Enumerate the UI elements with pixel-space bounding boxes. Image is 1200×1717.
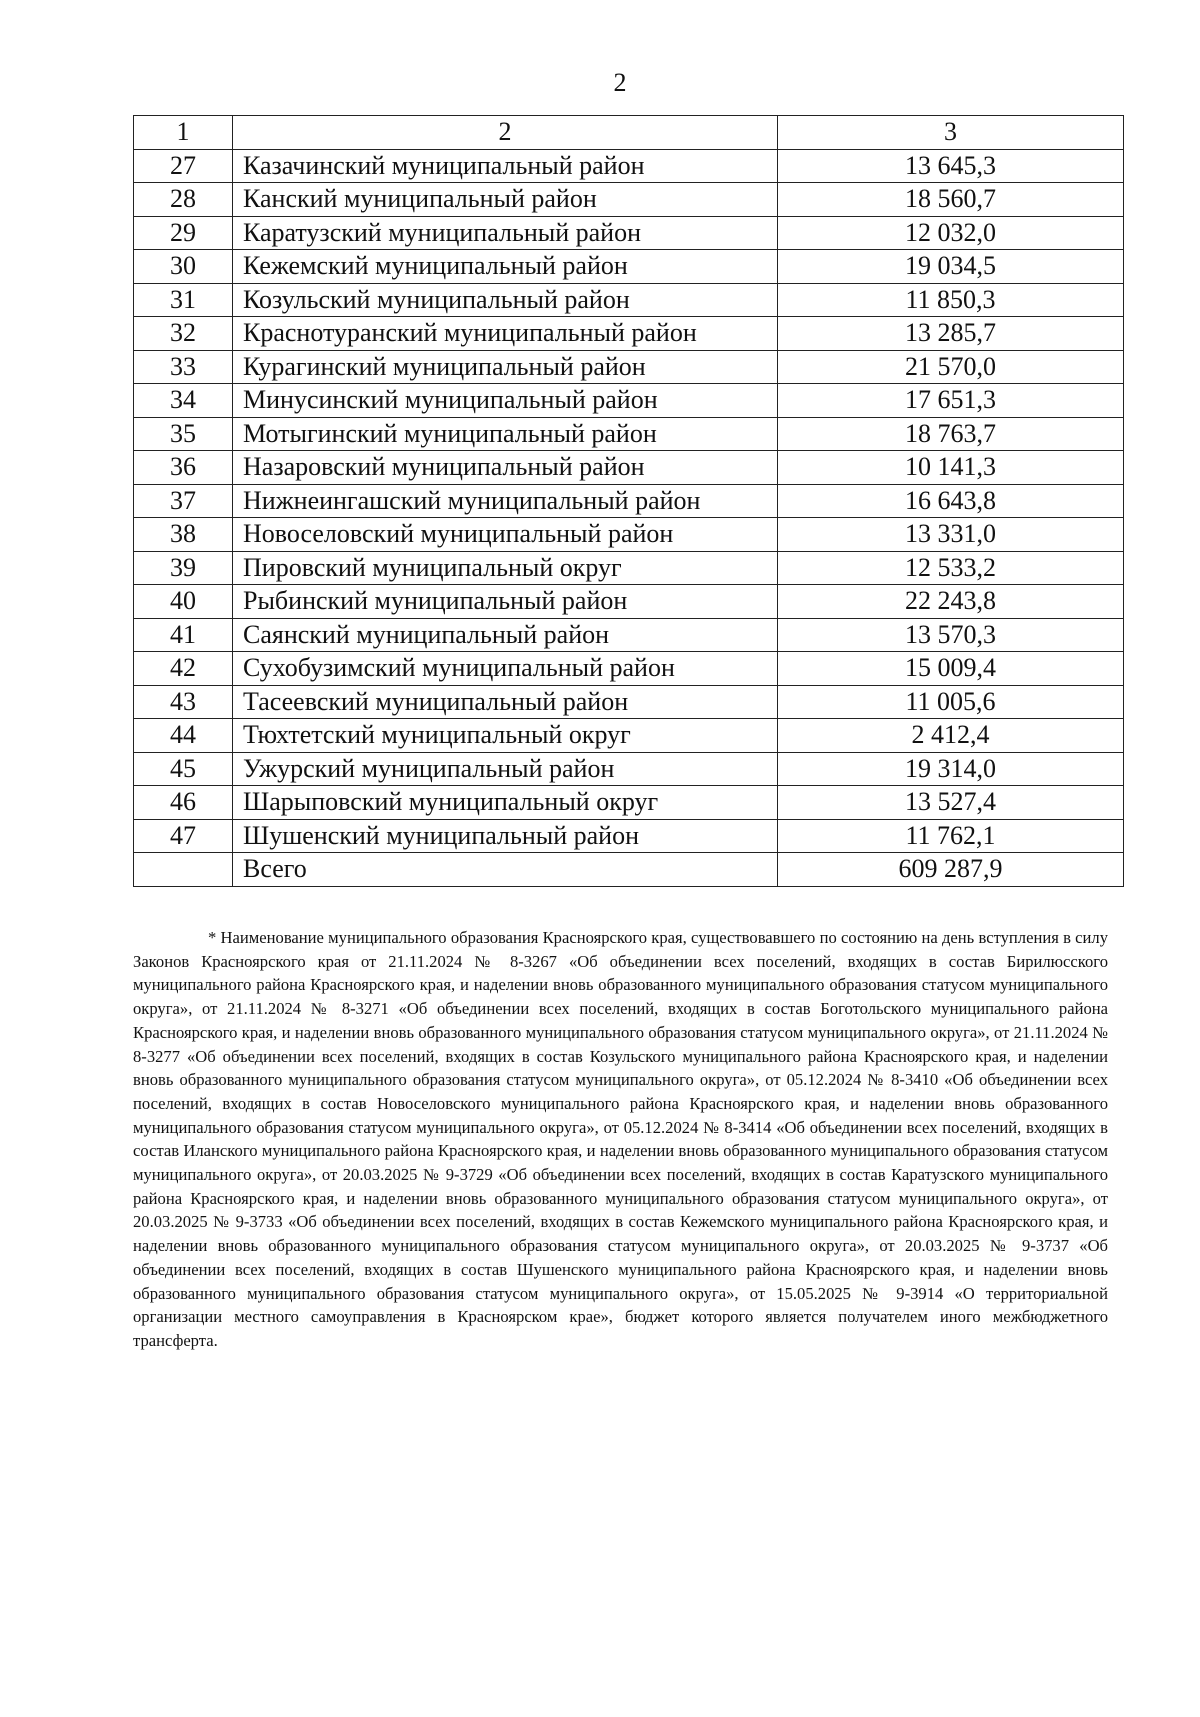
transfer-amount: 17 651,3 xyxy=(778,384,1124,418)
row-number: 32 xyxy=(134,317,233,351)
municipality-name: Каратузский муниципальный район xyxy=(233,216,778,250)
table-row xyxy=(134,350,1124,384)
row-number: 39 xyxy=(134,551,233,585)
transfer-amount: 12 533,2 xyxy=(778,551,1124,585)
row-number: 27 xyxy=(134,149,233,183)
header-col-2: 2 xyxy=(233,116,778,150)
transfer-amount: 18 560,7 xyxy=(778,183,1124,217)
row-number: 37 xyxy=(134,484,233,518)
table-row xyxy=(134,451,1124,485)
table-row xyxy=(134,652,1124,686)
municipality-name: Ужурский муниципальный район xyxy=(233,752,778,786)
row-number: 45 xyxy=(134,752,233,786)
total-amount: 609 287,9 xyxy=(778,853,1124,887)
municipality-name: Тюхтетский муниципальный округ xyxy=(233,719,778,753)
row-number: 40 xyxy=(134,585,233,619)
row-number: 41 xyxy=(134,618,233,652)
transfer-amount: 18 763,7 xyxy=(778,417,1124,451)
table-row xyxy=(134,618,1124,652)
table-row xyxy=(134,752,1124,786)
municipality-name: Курагинский муниципальный район xyxy=(233,350,778,384)
table-header-row xyxy=(134,116,1124,150)
transfer-amount: 13 570,3 xyxy=(778,618,1124,652)
transfer-amount: 13 527,4 xyxy=(778,786,1124,820)
municipality-name: Краснотуранский муниципальный район xyxy=(233,317,778,351)
row-number: 42 xyxy=(134,652,233,686)
municipality-name: Рыбинский муниципальный район xyxy=(233,585,778,619)
header-col-1: 1 xyxy=(134,116,233,150)
table-row xyxy=(134,786,1124,820)
transfer-amount: 16 643,8 xyxy=(778,484,1124,518)
municipality-name: Шушенский муниципальный район xyxy=(233,819,778,853)
table-row xyxy=(134,384,1124,418)
row-number: 33 xyxy=(134,350,233,384)
municipality-name: Назаровский муниципальный район xyxy=(233,451,778,485)
table-row xyxy=(134,685,1124,719)
table-row xyxy=(134,585,1124,619)
transfer-amount: 13 331,0 xyxy=(778,518,1124,552)
municipality-name: Мотыгинский муниципальный район xyxy=(233,417,778,451)
transfer-amount: 13 645,3 xyxy=(778,149,1124,183)
transfer-amount: 13 285,7 xyxy=(778,317,1124,351)
municipality-name: Новоселовский муниципальный район xyxy=(233,518,778,552)
municipality-name: Шарыповский муниципальный округ xyxy=(233,786,778,820)
municipality-name: Кежемский муниципальный район xyxy=(233,250,778,284)
table-row xyxy=(134,719,1124,753)
municipality-name: Саянский муниципальный район xyxy=(233,618,778,652)
transfer-amount: 22 243,8 xyxy=(778,585,1124,619)
transfer-amount: 19 034,5 xyxy=(778,250,1124,284)
row-number: 31 xyxy=(134,283,233,317)
municipality-name: Канский муниципальный район xyxy=(233,183,778,217)
municipality-name: Минусинский муниципальный район xyxy=(233,384,778,418)
total-number-cell xyxy=(134,853,233,887)
municipality-name: Казачинский муниципальный район xyxy=(233,149,778,183)
row-number: 47 xyxy=(134,819,233,853)
table-row xyxy=(134,518,1124,552)
row-number: 44 xyxy=(134,719,233,753)
transfer-amount: 21 570,0 xyxy=(778,350,1124,384)
transfer-amount: 11 762,1 xyxy=(778,819,1124,853)
transfer-amount: 19 314,0 xyxy=(778,752,1124,786)
row-number: 28 xyxy=(134,183,233,217)
table-row xyxy=(134,417,1124,451)
transfer-amount: 11 005,6 xyxy=(778,685,1124,719)
transfer-table xyxy=(133,115,1124,887)
footnote: * Наименование муниципального образования Красноярского края, существовавшего по состоянию на день вступления в силу Законов Красноярского края от 21.11.2024 № 8-3267 «Об объединении всех поселений, входящих в состав Бирилюсского муниципального района Красноярского края, и наделении вновь образованного муниципального образования статусом муниципального округа», от 21.11.2024 № 8-3271 «Об объединении всех поселений, входящих в состав Боготольского муниципального района Красноярского края, и наделении вновь образованного муниципального образования статусом муниципального округа», от 21.11.2024 № 8-3277 «Об объединении всех поселений, входящих в состав Козульского муниципального района Красноярского края, и наделении вновь образованного муниципального образования статусом муниципального округа», от 05.12.2024 № 8-3410 «Об объединении всех поселений, входящих в состав Новоселовского муниципального района Красноярского края, и наделении вновь образованного муниципального образования статусом муниципального округа», от 05.12.2024 № 8-3414 «Об объединении всех поселений, входящих в состав Иланского муниципального района Красноярского края, и наделении вновь образованного муниципального образования статусом муниципального округа», от 20.03.2025 № 9-3729 «Об объединении всех поселений, входящих в состав Каратузского муниципального района Красноярского края, и наделении вновь образованного муниципального образования статусом муниципального округа», от 20.03.2025 № 9-3733 «Об объединении всех поселений, входящих в состав Кежемского муниципального района Красноярского края, и наделении вновь образованного муниципального образования статусом муниципального округа», от 20.03.2025 № 9-3737 «Об объединении всех поселений, входящих в состав Шушенского муниципального района Красноярского края, и наделении вновь образованного муниципального образования статусом муниципального округа», от 15.05.2025 № 9-3914 «О территориальной организации местного самоуправления в Красноярском крае», бюджет которого является получателем иного межбюджетного трансферта. xyxy=(133,928,1108,1350)
total-row xyxy=(134,853,1124,887)
municipality-name: Нижнеингашский муниципальный район xyxy=(233,484,778,518)
municipality-name: Сухобузимский муниципальный район xyxy=(233,652,778,686)
row-number: 36 xyxy=(134,451,233,485)
table-row xyxy=(134,250,1124,284)
table-row xyxy=(134,551,1124,585)
table-row xyxy=(134,819,1124,853)
table-row xyxy=(134,317,1124,351)
table-row xyxy=(134,183,1124,217)
transfer-amount: 10 141,3 xyxy=(778,451,1124,485)
row-number: 46 xyxy=(134,786,233,820)
row-number: 29 xyxy=(134,216,233,250)
page-number: 2 xyxy=(613,68,627,97)
row-number: 30 xyxy=(134,250,233,284)
table-row xyxy=(134,484,1124,518)
municipality-name: Тасеевский муниципальный район xyxy=(233,685,778,719)
table-row xyxy=(134,149,1124,183)
row-number: 34 xyxy=(134,384,233,418)
header-col-3: 3 xyxy=(778,116,1124,150)
transfer-amount: 15 009,4 xyxy=(778,652,1124,686)
transfer-amount: 11 850,3 xyxy=(778,283,1124,317)
row-number: 38 xyxy=(134,518,233,552)
row-number: 35 xyxy=(134,417,233,451)
table-row xyxy=(134,283,1124,317)
municipality-name: Пировский муниципальный округ xyxy=(233,551,778,585)
table-row xyxy=(134,216,1124,250)
municipality-name: Козульский муниципальный район xyxy=(233,283,778,317)
row-number: 43 xyxy=(134,685,233,719)
total-label: Всего xyxy=(233,853,778,887)
transfer-amount: 2 412,4 xyxy=(778,719,1124,753)
transfer-amount: 12 032,0 xyxy=(778,216,1124,250)
